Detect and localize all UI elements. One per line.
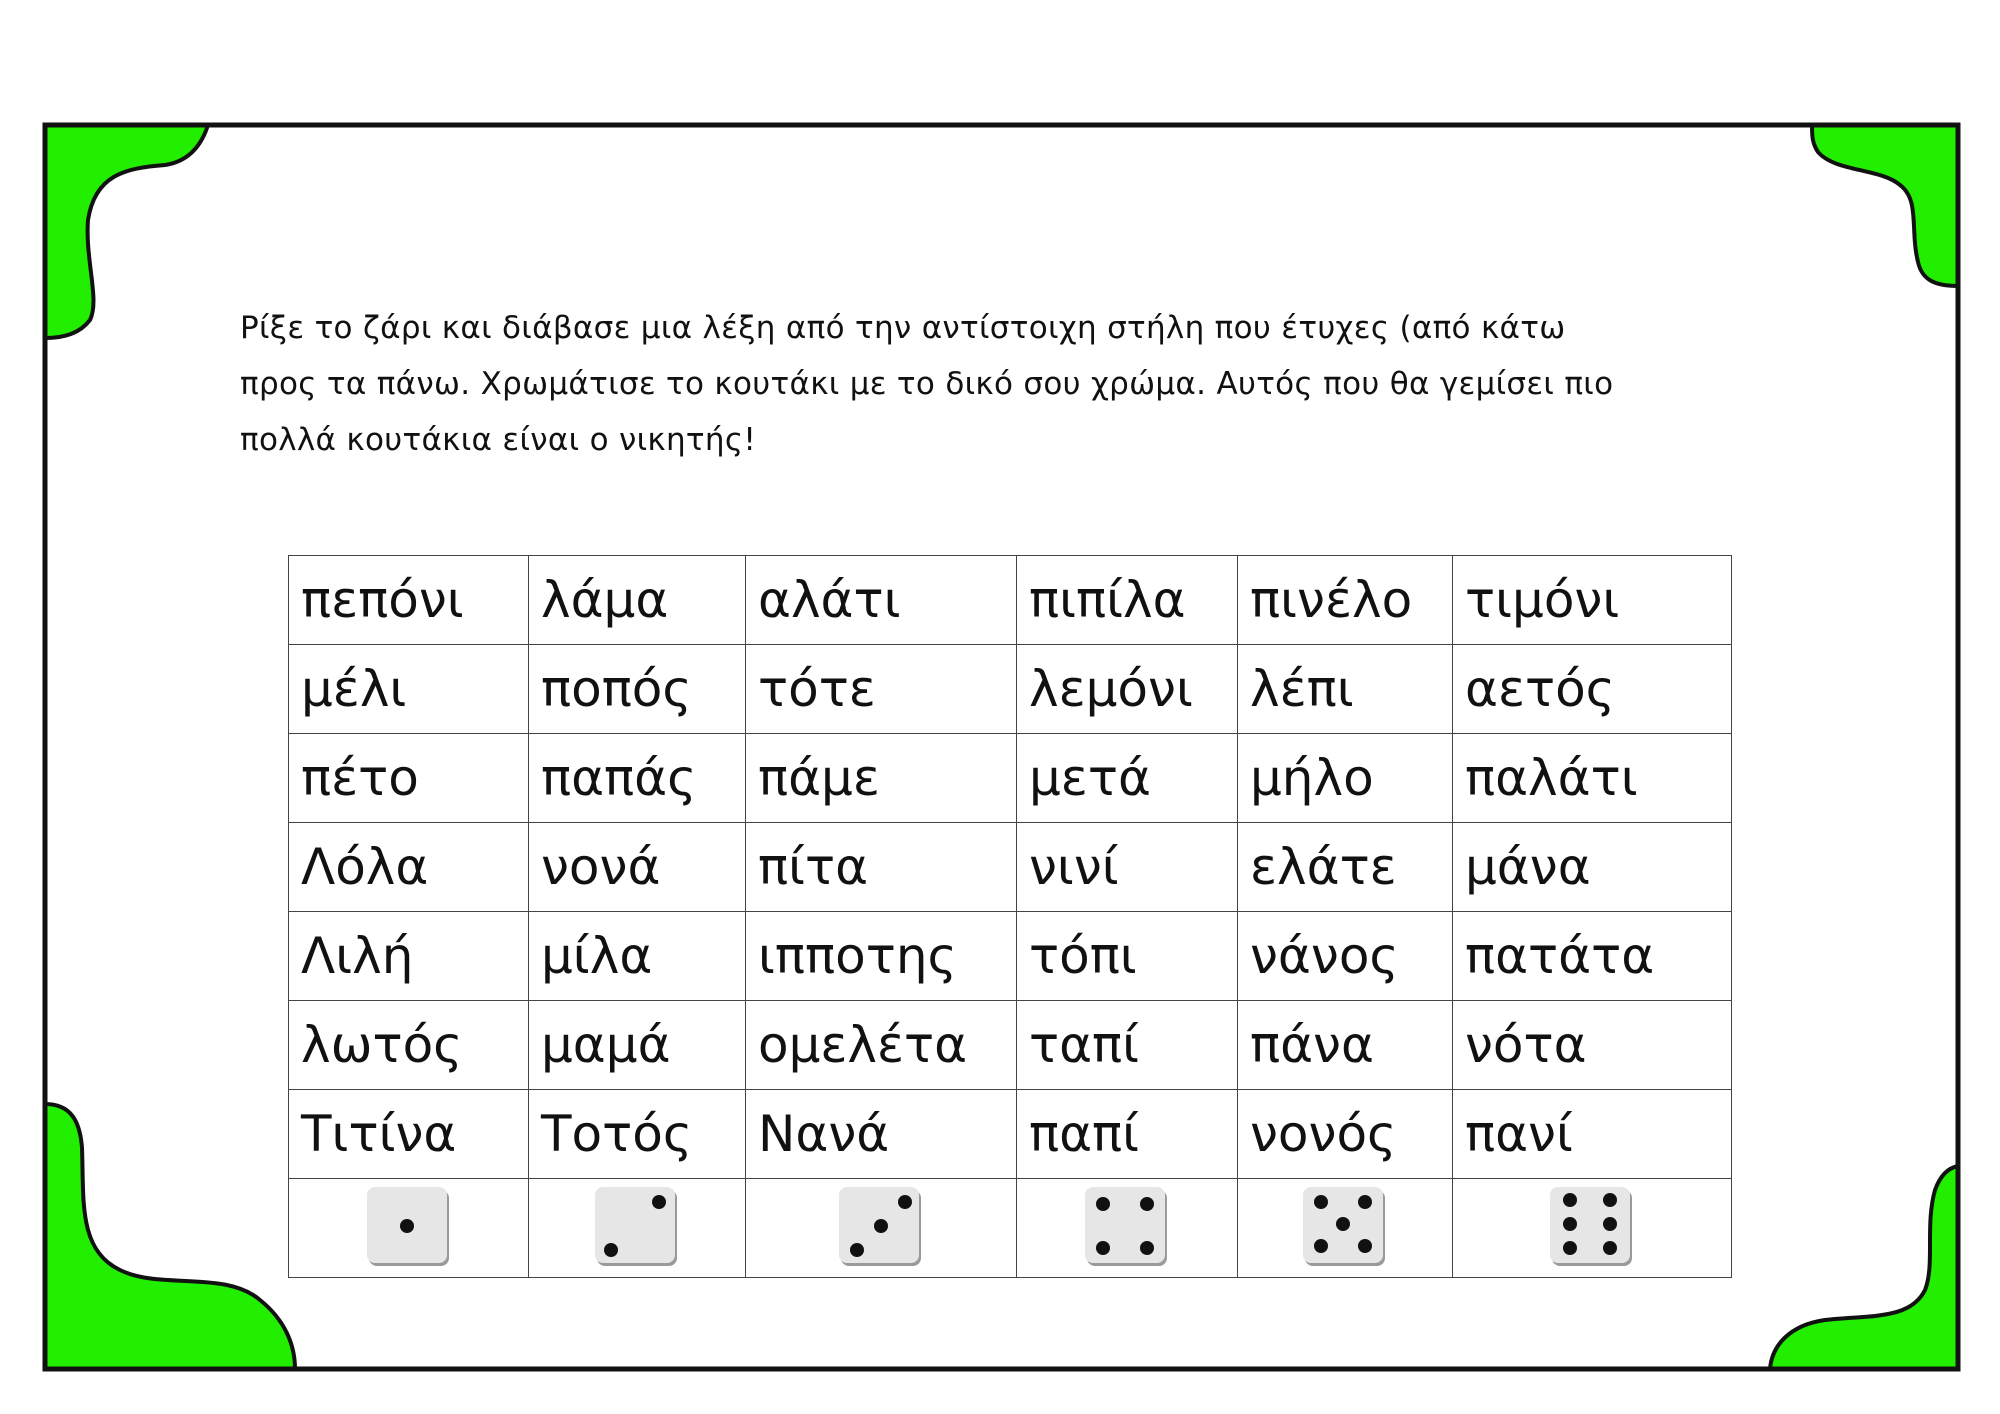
- table-row: [289, 823, 1732, 912]
- word-cell[interactable]: πέτο: [289, 734, 529, 823]
- die-two-icon: [593, 1186, 681, 1270]
- word-cell[interactable]: ελάτε: [1238, 823, 1453, 912]
- instructions-text: [240, 300, 1720, 468]
- word-cell[interactable]: παπάς: [529, 734, 746, 823]
- word-cell[interactable]: πατάτα: [1453, 912, 1732, 1001]
- word-cell[interactable]: λέπι: [1238, 645, 1453, 734]
- word-cell[interactable]: μαμά: [529, 1001, 746, 1090]
- word-cell[interactable]: ποπός: [529, 645, 746, 734]
- word-cell[interactable]: τότε: [746, 645, 1017, 734]
- table-row: [289, 912, 1732, 1001]
- table-row: [289, 1001, 1732, 1090]
- word-cell[interactable]: ομελέτα: [746, 1001, 1017, 1090]
- die-six-icon: [1548, 1186, 1636, 1270]
- dice-cell: [1017, 1179, 1238, 1278]
- word-cell[interactable]: παλάτι: [1453, 734, 1732, 823]
- word-cell[interactable]: πάμε: [746, 734, 1017, 823]
- word-cell[interactable]: μήλο: [1238, 734, 1453, 823]
- word-cell[interactable]: πανί: [1453, 1090, 1732, 1179]
- die-one-icon: [365, 1186, 453, 1270]
- word-cell[interactable]: μέλι: [289, 645, 529, 734]
- instructions-line: πολλά κουτάκια είναι ο νικητής!: [240, 422, 757, 458]
- word-cell[interactable]: Τιτίνα: [289, 1090, 529, 1179]
- instructions-line: Ρίξε το ζάρι και διάβασε μια λέξη από την αντίστοιχη στήλη που έτυχες (από κάτω: [240, 310, 1566, 346]
- die-three-icon: [837, 1186, 925, 1270]
- word-cell[interactable]: τόπι: [1017, 912, 1238, 1001]
- word-cell[interactable]: μάνα: [1453, 823, 1732, 912]
- dice-row: [289, 1179, 1732, 1278]
- dice-cell: [1453, 1179, 1732, 1278]
- word-cell[interactable]: νάνος: [1238, 912, 1453, 1001]
- word-cell[interactable]: λωτός: [289, 1001, 529, 1090]
- dice-cell: [746, 1179, 1017, 1278]
- word-cell[interactable]: πιπίλα: [1017, 556, 1238, 645]
- dice-cell: [289, 1179, 529, 1278]
- word-board-table: [288, 555, 1732, 1278]
- word-cell[interactable]: νότα: [1453, 1001, 1732, 1090]
- word-cell[interactable]: λάμα: [529, 556, 746, 645]
- table-row: [289, 734, 1732, 823]
- corner-bottom-left-decoration: [45, 1104, 295, 1369]
- word-cell[interactable]: τιμόνι: [1453, 556, 1732, 645]
- corner-bottom-right-decoration: [1770, 1166, 1958, 1369]
- die-five-icon: [1301, 1186, 1389, 1270]
- die-four-icon: [1083, 1186, 1171, 1270]
- word-cell[interactable]: ταπί: [1017, 1001, 1238, 1090]
- word-cell[interactable]: ιπποτης: [746, 912, 1017, 1001]
- word-cell[interactable]: λεμόνι: [1017, 645, 1238, 734]
- word-cell[interactable]: νονά: [529, 823, 746, 912]
- word-cell[interactable]: πεπόνι: [289, 556, 529, 645]
- word-cell[interactable]: αετός: [1453, 645, 1732, 734]
- word-cell[interactable]: πίτα: [746, 823, 1017, 912]
- word-cell[interactable]: νονός: [1238, 1090, 1453, 1179]
- word-cell[interactable]: μετά: [1017, 734, 1238, 823]
- corner-top-left-decoration: [45, 125, 208, 338]
- word-cell[interactable]: πάνα: [1238, 1001, 1453, 1090]
- instructions-line: προς τα πάνω. Χρωμάτισε το κουτάκι με το δικό σου χρώμα. Αυτός που θα γεμίσει πιο: [240, 366, 1614, 402]
- word-cell[interactable]: Λόλα: [289, 823, 529, 912]
- word-cell[interactable]: μίλα: [529, 912, 746, 1001]
- word-cell[interactable]: Νανά: [746, 1090, 1017, 1179]
- word-cell[interactable]: Λιλή: [289, 912, 529, 1001]
- table-row: [289, 556, 1732, 645]
- word-cell[interactable]: πινέλο: [1238, 556, 1453, 645]
- table-row: [289, 1090, 1732, 1179]
- corner-top-right-decoration: [1812, 125, 1958, 286]
- word-cell[interactable]: Τοτός: [529, 1090, 746, 1179]
- word-cell[interactable]: παπί: [1017, 1090, 1238, 1179]
- table-row: [289, 645, 1732, 734]
- dice-cell: [529, 1179, 746, 1278]
- word-cell[interactable]: νινί: [1017, 823, 1238, 912]
- word-cell[interactable]: αλάτι: [746, 556, 1017, 645]
- dice-cell: [1238, 1179, 1453, 1278]
